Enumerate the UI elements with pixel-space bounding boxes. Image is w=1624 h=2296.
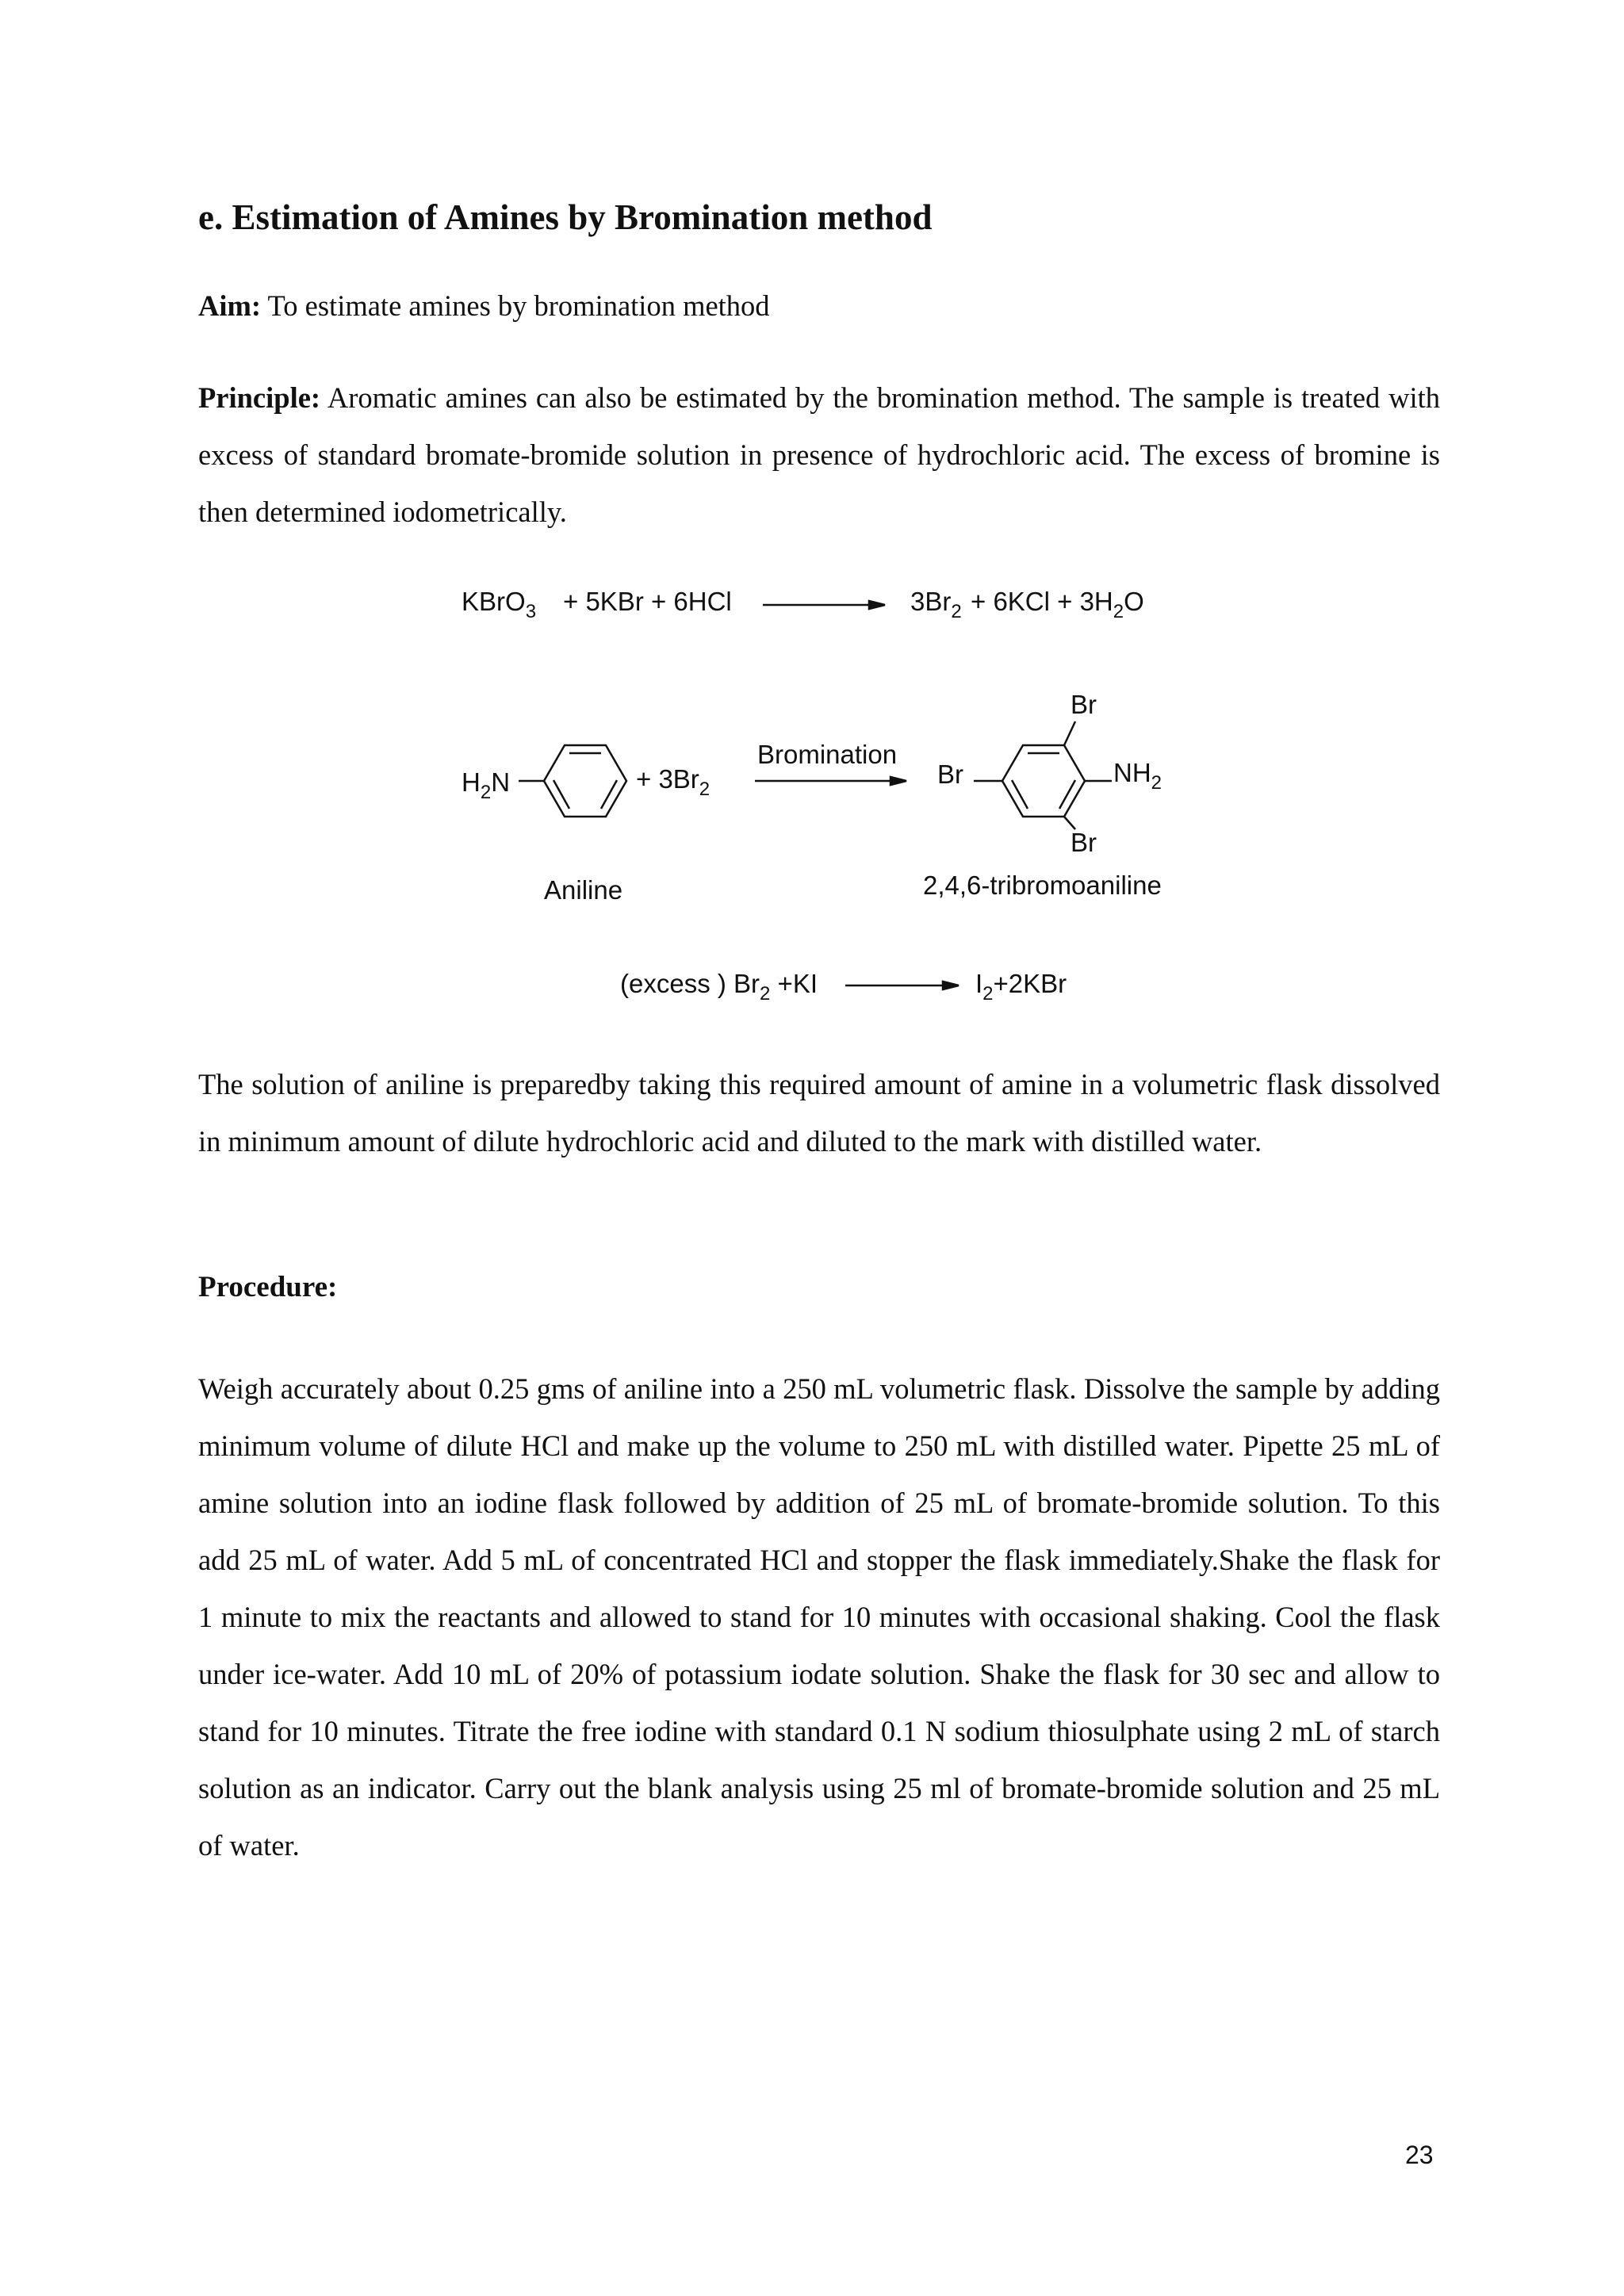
preparation-paragraph: The solution of aniline is preparedby taking this required amount of amine in a volumetric flask dissolved in minimum amount of dilute hydrochloric acid and diluted to the mark with distilled water. (198, 1068, 1440, 1158)
aniline-label: Aniline (544, 875, 623, 905)
kbro3-subscript: 3 (525, 601, 537, 622)
bromination-arrowhead (891, 777, 906, 785)
nh2-text: NH (1113, 758, 1151, 787)
product-br-bottom: Br (1071, 828, 1097, 857)
h2n-n: N (491, 767, 511, 797)
i2-subscript: 2 (982, 983, 994, 1004)
kcl-text: + 6KCl + 3H (971, 587, 1113, 616)
br2-subscript: 2 (951, 601, 962, 622)
plus-3br2-subscript: 2 (699, 779, 710, 800)
procedure-paragraph: Weigh accurately about 0.25 gms of aniline into a 250 mL volumetric flask. Dissolve the sample by adding minimum volume of dilute HCl and make up the volume to 250 mL with distilled water. Pipette 25 mL of amine solution into an iodine flask followed by addition of 25 mL of bromate-bromide solution. To this add 25 mL of water. Add 5 mL of concentrated HCl and stopper the flask immediately.Shake the flask for 1 minute to mix the reactants and allowed to stand for 10 minutes with occasional shaking. Cool the flask under ice-water. Add 10 mL of 20% of potassium iodate solution. Shake the flask for 30 sec and allow to stand for 10 minutes. Titrate the free iodine with standard 0.1 N sodium thiosulphate using 2 mL of starch solution as an indicator. Carry out the blank analysis using 25 ml of bromate-bromide solution and 25 mL of water. (198, 1372, 1440, 1862)
page-number: 23 (1405, 2141, 1434, 2169)
product-br-left: Br (937, 760, 963, 789)
product-br-top: Br (1071, 690, 1097, 719)
procedure-heading: Procedure: (198, 1271, 338, 1303)
h2n-subscript: 2 (480, 782, 492, 803)
reaction3-arrowhead (943, 982, 959, 989)
plus-3br2-text: + 3Br (636, 764, 699, 794)
aim-label: Aim: (198, 289, 262, 322)
h2n-h: H (462, 767, 481, 797)
nh2-subscript: 2 (1151, 772, 1162, 794)
principle-text: Aromatic amines can also be estimated by the bromination method. The sample is treated with excess of standard bromate-bromide solution in presence of hydrochloric acid. The excess of bromine is then determined iodometrically. (198, 381, 1440, 528)
h2o-subscript: 2 (1113, 601, 1124, 622)
bromination-arrow-label: Bromination (757, 740, 898, 769)
h2o-tail: O (1124, 587, 1144, 616)
tribromoaniline-label: 2,4,6-tribromoaniline (923, 871, 1162, 900)
excess-br2-text: (excess ) Br (620, 969, 760, 998)
kbro3-text: KBrO (462, 587, 526, 616)
product-cbr-top-bond (1064, 721, 1075, 745)
excess-br2-subscript: 2 (760, 983, 771, 1004)
ki-text: +KI (770, 969, 818, 998)
reaction1-reactants: + 5KBr + 6HCl (563, 587, 732, 616)
br2-text: 3Br (910, 587, 952, 616)
section-heading: e. Estimation of Amines by Bromination method (198, 197, 933, 237)
reaction1-arrowhead (869, 601, 885, 609)
product-cbr-bottom-bond (1064, 817, 1075, 829)
aniline-benzene-ring (544, 745, 626, 817)
principle-label: Principle: (198, 381, 321, 414)
tribromoaniline-benzene-ring (1002, 745, 1085, 817)
kbr-text: +2KBr (993, 969, 1067, 998)
aim-text: To estimate amines by bromination method (261, 289, 770, 322)
i2-text: I (975, 969, 983, 998)
